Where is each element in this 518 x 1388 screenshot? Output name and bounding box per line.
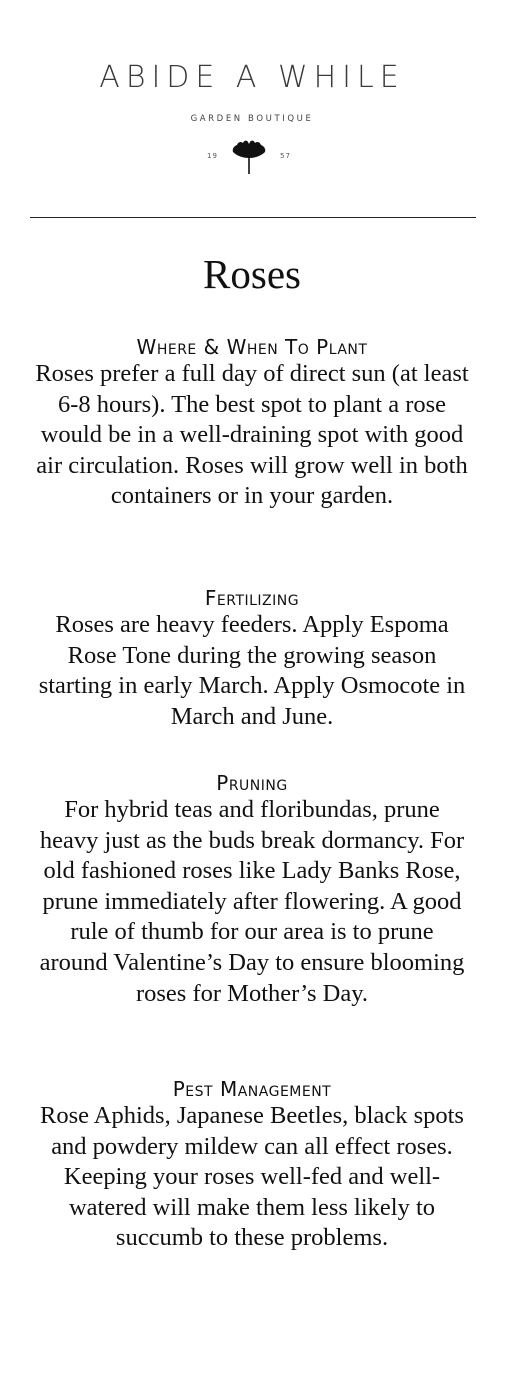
section-heading: Pest Management [172, 1077, 332, 1101]
brand-year-right: 57 [280, 152, 291, 160]
section-body: For hybrid teas and floribundas, prune heavy just as the buds break dormancy. For old fashioned roses like Lady Banks Rose, prune immediately after flowering. A good rule of thumb for our area is to prune around Valentine’s Day to ensure blooming roses for Mother’s Day. [39, 796, 465, 1007]
brand-header [0, 0, 518, 218]
header-divider [30, 217, 476, 218]
section-heading: Pruning [216, 771, 288, 795]
section-heading: Fertilizing [204, 586, 300, 610]
page-title: Roses [203, 251, 301, 297]
section-pest-management [34, 1077, 470, 1254]
brand-tagline: GARDEN BOUTIQUE [190, 114, 314, 124]
section-pruning [34, 771, 470, 1009]
section-body: Rose Aphids, Japanese Beetles, black spots and powdery mildew can all effect roses. Keeping your roses well-fed and well-watered will make them less likely to succumb to these problems. [40, 1102, 464, 1252]
section-heading: Where & When To Plant [136, 335, 368, 359]
brand-year-left: 19 [207, 152, 218, 160]
section-fertilizing [34, 586, 470, 732]
section-body: Roses prefer a full day of direct sun (at least 6-8 hours). The best spot to plant a rose would be in a well-draining spot with good air circulation. Roses will grow well in both containers or in your garden. [35, 360, 469, 510]
section-where-when-to-plant [34, 335, 470, 512]
ginkgo-leaf-icon [229, 137, 269, 177]
section-body: Roses are heavy feeders. Apply Espoma Rose Tone during the growing season starting in early March. Apply Osmocote in March and June. [38, 611, 466, 730]
brand-name: ABIDE A WHILE [99, 60, 405, 95]
